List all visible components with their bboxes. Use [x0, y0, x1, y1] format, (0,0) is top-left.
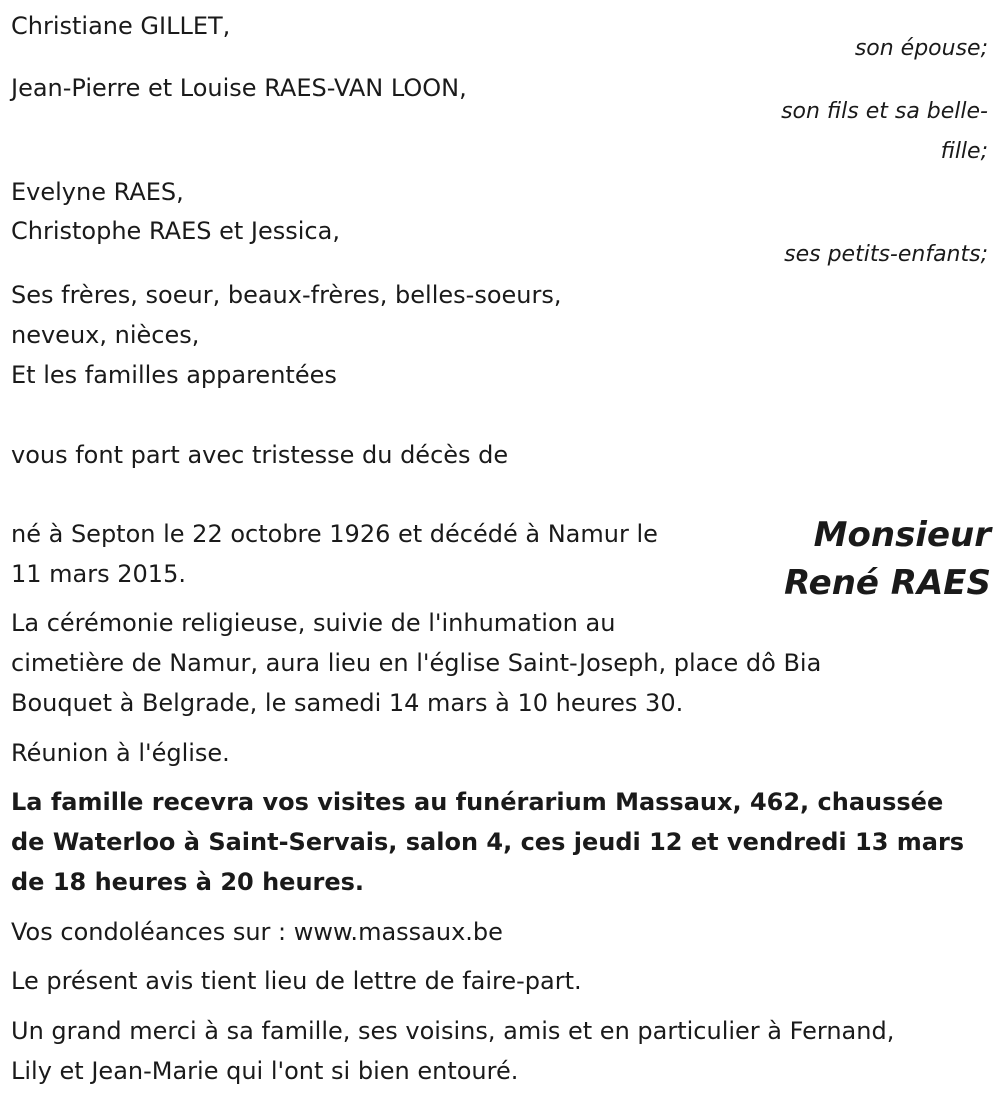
visits-line1: La famille recevra vos visites au funérarium Massaux, 462, chaussée — [11, 788, 944, 816]
announcement: vous font part avec tristesse du décès de — [11, 441, 509, 469]
grandchildren-role: ses petits-enfants; — [784, 242, 988, 267]
condolences: Vos condoléances sur : www.massaux.be — [11, 918, 503, 946]
siblings-line3: Et les familles apparentées — [11, 361, 337, 389]
son-role-line2: fille; — [940, 139, 988, 164]
siblings-line1: Ses frères, soeur, beaux-frères, belles-soeurs, — [11, 281, 562, 309]
visits-line2: de Waterloo à Saint-Servais, salon 4, ces jeudi 12 et vendredi 13 mars — [11, 828, 965, 856]
son-role-line1: son fils et sa belle- — [781, 99, 988, 124]
meeting-note: Réunion à l'église. — [11, 739, 230, 767]
birth-line2: 11 mars 2015. — [11, 560, 186, 588]
deceased-title: Monsieur — [813, 515, 991, 555]
thanks-line1: Un grand merci à sa famille, ses voisins, amis et en particulier à Fernand, — [11, 1017, 895, 1045]
siblings-line2: neveux, nièces, — [11, 321, 200, 349]
ceremony-line3: Bouquet à Belgrade, le samedi 14 mars à 10 heures 30. — [11, 689, 684, 717]
visits-line3: de 18 heures à 20 heures. — [11, 868, 365, 896]
ceremony-line2: cimetière de Namur, aura lieu en l'église Saint-Joseph, place dô Bia — [11, 649, 822, 677]
grandchild-1: Evelyne RAES, — [11, 178, 184, 206]
notice: Le présent avis tient lieu de lettre de faire-part. — [11, 967, 582, 995]
spouse-name: Christiane GILLET, — [11, 12, 231, 40]
spouse-role: son épouse; — [854, 36, 988, 61]
son-name: Jean-Pierre et Louise RAES-VAN LOON, — [11, 74, 467, 102]
thanks-line2: Lily et Jean-Marie qui l'ont si bien entouré. — [11, 1057, 519, 1085]
ceremony-line1: La cérémonie religieuse, suivie de l'inhumation au — [11, 609, 616, 637]
birth-line1: né à Septon le 22 octobre 1926 et décédé à Namur le — [11, 520, 658, 548]
grandchild-2: Christophe RAES et Jessica, — [11, 217, 340, 245]
deceased-name: René RAES — [784, 563, 991, 603]
